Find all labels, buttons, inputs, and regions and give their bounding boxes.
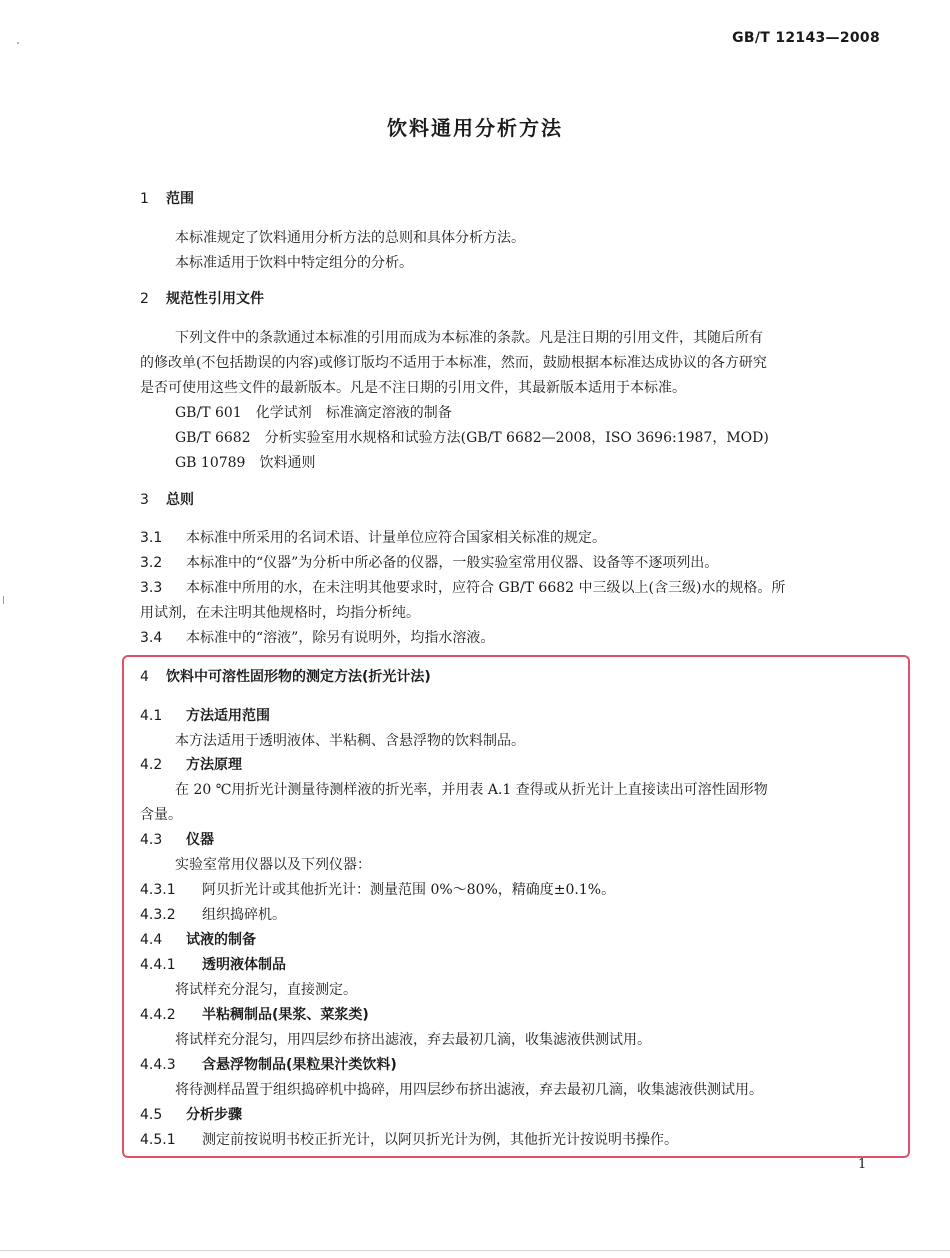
section-3-heading: 3 总则 <box>140 492 194 508</box>
standard-code: GB/T 12143—2008 <box>732 30 880 46</box>
clause-3-3: 3.3 本标准中所用的水，在未注明其他要求时，应符合 GB/T 6682 中三级以上(含三级)水的规格。所 <box>140 580 786 596</box>
clause-4-4-2-text: 将试样充分混匀，用四层纱布挤出滤液，弃去最初几滴，收集滤液供测试用。 <box>175 1032 651 1048</box>
reference-item: GB/T 6682 分析实验室用水规格和试验方法(GB/T 6682—2008，ISO 3696:1987，MOD) <box>175 430 769 446</box>
page-number: 1 <box>858 1157 867 1172</box>
page-bottom-edge <box>0 1250 950 1251</box>
scan-speck <box>3 596 4 604</box>
clause-4-1-text: 本方法适用于透明液体、半粘稠、含悬浮物的饮料制品。 <box>175 733 525 749</box>
clause-3-2: 3.2 本标准中的“仪器”为分析中所必备的仪器，一般实验室常用仪器、设备等不逐项列出。 <box>140 555 719 571</box>
section-2-heading: 2 规范性引用文件 <box>140 291 264 307</box>
section-2-paragraph: 是否可使用这些文件的最新版本。凡是不注日期的引用文件，其最新版本适用于本标准。 <box>140 380 686 396</box>
clause-4-4-3-heading: 4.4.3 含悬浮物制品(果粒果汁类饮料) <box>140 1057 397 1073</box>
clause-4-3-heading: 4.3 仪器 <box>140 832 214 848</box>
clause-3-3-continued: 用试剂，在未注明其他规格时，均指分析纯。 <box>140 605 420 621</box>
clause-4-4-3-text: 将待测样品置于组织捣碎机中捣碎，用四层纱布挤出滤液，弃去最初几滴，收集滤液供测试用。 <box>175 1082 763 1098</box>
section-2-paragraph: 下列文件中的条款通过本标准的引用而成为本标准的条款。凡是注日期的引用文件，其随后所有 <box>175 330 763 346</box>
clause-4-3-2: 4.3.2 组织捣碎机。 <box>140 907 286 923</box>
clause-3-1: 3.1 本标准中所采用的名词术语、计量单位应符合国家相关标准的规定。 <box>140 530 606 546</box>
clause-4-4-1-text: 将试样充分混匀，直接测定。 <box>175 982 357 998</box>
section-2-paragraph: 的修改单(不包括勘误的内容)或修订版均不适用于本标准，然而，鼓励根据本标准达成协议的各方研究 <box>140 355 767 371</box>
clause-4-1-heading: 4.1 方法适用范围 <box>140 708 270 724</box>
section-1-paragraph: 本标准规定了饮料通用分析方法的总则和具体分析方法。 <box>175 230 525 246</box>
clause-4-2-text-continued: 含量。 <box>140 807 182 823</box>
clause-4-3-1: 4.3.1 阿贝折光计或其他折光计：测量范围 0%～80%，精确度±0.1%。 <box>140 882 616 898</box>
clause-3-4: 3.4 本标准中的“溶液”，除另有说明外，均指水溶液。 <box>140 630 495 646</box>
clause-4-3-text: 实验室常用仪器以及下列仪器： <box>175 857 371 873</box>
section-4-heading: 4 饮料中可溶性固形物的测定方法(折光计法) <box>140 669 431 685</box>
clause-4-2-heading: 4.2 方法原理 <box>140 757 242 773</box>
scan-speck <box>17 42 19 44</box>
document-title: 饮料通用分析方法 <box>387 116 563 140</box>
clause-4-4-heading: 4.4 试液的制备 <box>140 932 256 948</box>
clause-4-5-heading: 4.5 分析步骤 <box>140 1107 242 1123</box>
reference-item: GB 10789 饮料通则 <box>175 455 316 471</box>
clause-4-4-1-heading: 4.4.1 透明液体制品 <box>140 957 286 973</box>
section-1-paragraph: 本标准适用于饮料中特定组分的分析。 <box>175 255 413 271</box>
reference-item: GB/T 601 化学试剂 标准滴定溶液的制备 <box>175 405 452 421</box>
clause-4-4-2-heading: 4.4.2 半粘稠制品(果浆、菜浆类) <box>140 1007 369 1023</box>
clause-4-5-1: 4.5.1 测定前按说明书校正折光计，以阿贝折光计为例，其他折光计按说明书操作。 <box>140 1132 678 1148</box>
clause-4-2-text: 在 20 ℃用折光计测量待测样液的折光率，并用表 A.1 查得或从折光计上直接读出可溶性固形物 <box>175 782 768 798</box>
section-1-heading: 1 范围 <box>140 191 194 207</box>
